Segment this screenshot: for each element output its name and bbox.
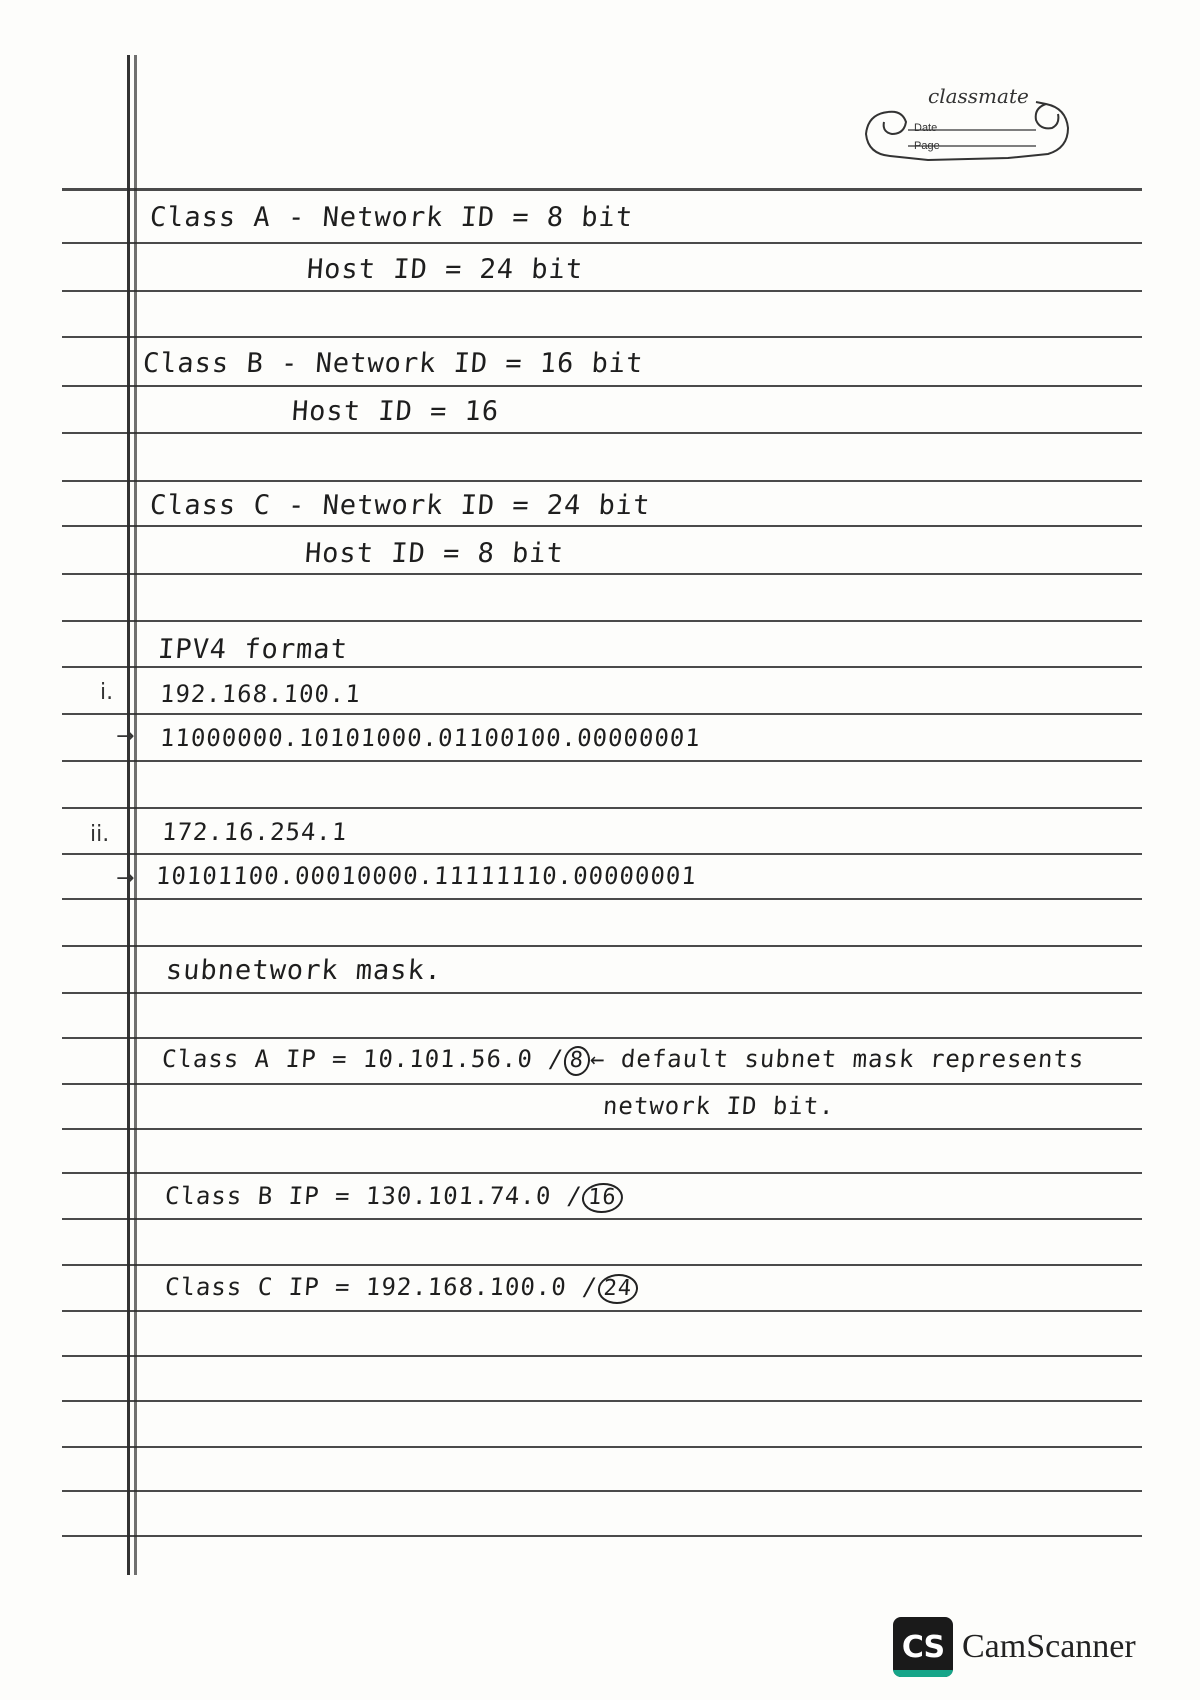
arrow-icon: → bbox=[116, 724, 135, 749]
subnet-class-a-bits: 8 bbox=[563, 1046, 591, 1076]
rule-line bbox=[62, 1446, 1142, 1448]
classmate-logo bbox=[858, 82, 1074, 178]
rule-line bbox=[62, 242, 1142, 244]
rule-line bbox=[62, 713, 1142, 715]
rule-line bbox=[62, 188, 1142, 191]
rule-line bbox=[62, 1083, 1142, 1085]
rule-line bbox=[62, 807, 1142, 809]
rule-line bbox=[62, 1400, 1142, 1402]
rule-line bbox=[62, 1037, 1142, 1039]
camscanner-name: CamScanner bbox=[962, 1628, 1136, 1665]
rule-line bbox=[62, 853, 1142, 855]
margin-line-inner bbox=[134, 55, 137, 1575]
camscanner-logo-icon bbox=[893, 1617, 953, 1677]
rule-line bbox=[62, 760, 1142, 762]
rule-line bbox=[62, 992, 1142, 994]
rule-line bbox=[62, 1218, 1142, 1220]
rule-line bbox=[62, 666, 1142, 668]
rule-line bbox=[62, 1128, 1142, 1130]
rule-line bbox=[62, 620, 1142, 622]
subnet-class-a-note-cont: network ID bit. bbox=[602, 1092, 836, 1120]
camscanner-logo-text: CS bbox=[901, 1629, 945, 1665]
subnet-class-a-line bbox=[161, 1045, 1085, 1076]
rule-line bbox=[62, 432, 1142, 434]
example1-binary: 11000000.10101000.01100100.00000001 bbox=[159, 724, 702, 752]
margin-line bbox=[127, 55, 130, 1575]
example2-ip: 172.16.254.1 bbox=[161, 818, 349, 846]
classmate-brand: classmate bbox=[928, 84, 1029, 108]
rule-line bbox=[62, 1172, 1142, 1174]
subnet-class-b-line bbox=[164, 1182, 624, 1213]
rule-line bbox=[62, 1310, 1142, 1312]
subnet-class-c-bits: 24 bbox=[596, 1274, 639, 1304]
subnet-class-a-note: ← default subnet mask represents bbox=[589, 1045, 1086, 1073]
camscanner-logo-stripe bbox=[893, 1670, 953, 1677]
subnet-class-c-prefix: Class C IP = 192.168.100.0 / bbox=[164, 1273, 599, 1301]
class-a-network-line: Class A - Network ID = 8 bit bbox=[148, 202, 635, 233]
rule-line bbox=[62, 1535, 1142, 1537]
rule-line bbox=[62, 1264, 1142, 1266]
class-a-host-line: Host ID = 24 bit bbox=[305, 254, 585, 285]
class-c-host-line: Host ID = 8 bit bbox=[303, 538, 565, 569]
rule-line bbox=[62, 898, 1142, 900]
class-b-network-line: Class B - Network ID = 16 bit bbox=[141, 348, 645, 379]
arrow-icon: → bbox=[116, 866, 135, 891]
class-c-network-line: Class C - Network ID = 24 bit bbox=[148, 490, 652, 521]
rule-line bbox=[62, 945, 1142, 947]
ipv4-heading: IPV4 format bbox=[156, 634, 349, 665]
rule-line bbox=[62, 385, 1142, 387]
subnet-class-b-bits: 16 bbox=[581, 1183, 624, 1213]
rule-line bbox=[62, 480, 1142, 482]
example1-ip: 192.168.100.1 bbox=[159, 680, 362, 708]
rule-line bbox=[62, 1355, 1142, 1357]
rule-line bbox=[62, 1490, 1142, 1492]
rule-line bbox=[62, 290, 1142, 292]
subnet-class-a-prefix: Class A IP = 10.101.56.0 / bbox=[161, 1045, 565, 1073]
subnet-class-c-line bbox=[164, 1273, 639, 1304]
rule-line bbox=[62, 525, 1142, 527]
class-b-host-line: Host ID = 16 bbox=[290, 396, 501, 427]
date-label: Date bbox=[914, 122, 938, 134]
subnet-heading: subnetwork mask. bbox=[164, 955, 444, 986]
rule-line bbox=[62, 336, 1142, 338]
subnet-class-b-prefix: Class B IP = 130.101.74.0 / bbox=[164, 1182, 584, 1210]
rule-line bbox=[62, 573, 1142, 575]
page-label: Page bbox=[914, 140, 940, 152]
example2-marker: ii. bbox=[90, 822, 110, 847]
example2-binary: 10101100.00010000.11111110.00000001 bbox=[155, 862, 698, 890]
example1-marker: i. bbox=[100, 680, 114, 705]
